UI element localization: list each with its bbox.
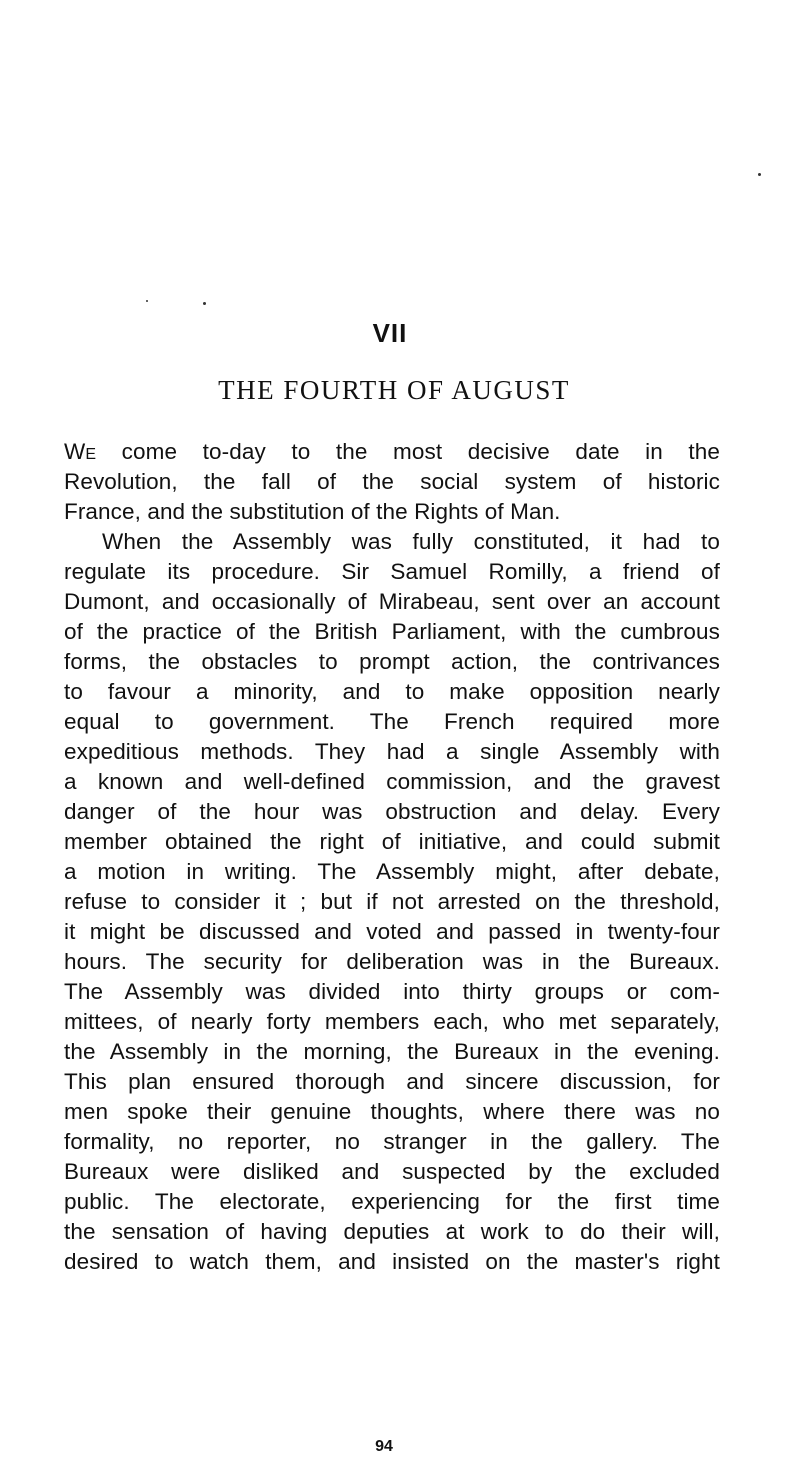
- text-line: mittees, of nearly forty members each, who met separately,: [64, 1009, 720, 1034]
- text-line: The Assembly was divided into thirty groups or com-: [64, 979, 720, 1004]
- text-line: [64, 437, 720, 467]
- text-line: Revolution, the fall of the social system of historic: [64, 469, 720, 494]
- text-line: France, and the substitution of the Rights of Man.: [64, 499, 561, 524]
- text-line: a motion in writing. The Assembly might, after debate,: [64, 859, 720, 884]
- text-line: desired to watch them, and insisted on the master's right: [64, 1249, 720, 1274]
- scan-speck: [758, 173, 761, 176]
- text-line: equal to government. The French required more: [64, 709, 720, 734]
- text-line: hours. The security for deliberation was in the Bureaux.: [64, 949, 720, 974]
- text-line: to favour a minority, and to make opposition nearly: [64, 679, 720, 704]
- page-number: 94: [375, 1438, 393, 1455]
- scan-speck: [146, 300, 148, 302]
- text-line: forms, the obstacles to prompt action, the contrivances: [64, 649, 720, 674]
- text-line: This plan ensured thorough and sincere discussion, for: [64, 1069, 720, 1094]
- text-line: the Assembly in the morning, the Bureaux in the evening.: [64, 1039, 720, 1064]
- text-line: of the practice of the British Parliament, with the cumbrous: [64, 619, 720, 644]
- text-line: men spoke their genuine thoughts, where there was no: [64, 1099, 720, 1124]
- dropcap-word: We: [64, 439, 97, 464]
- chapter-number: VII: [372, 318, 408, 348]
- body-text: [64, 437, 720, 1277]
- text-line: expeditious methods. They had a single Assembly with: [64, 739, 720, 764]
- text-line: it might be discussed and voted and passed in twenty-four: [64, 919, 720, 944]
- text-line: the sensation of having deputies at work to do their will,: [64, 1219, 720, 1244]
- text-line: formality, no reporter, no stranger in the gallery. The: [64, 1129, 720, 1154]
- text-line: member obtained the right of initiative, and could submit: [64, 829, 720, 854]
- text-line: regulate its procedure. Sir Samuel Romilly, a friend of: [64, 559, 720, 584]
- text-line: Dumont, and occasionally of Mirabeau, sent over an account: [64, 589, 720, 614]
- text-line: Bureaux were disliked and suspected by the excluded: [64, 1159, 720, 1184]
- chapter-title: THE FOURTH OF AUGUST: [218, 375, 570, 405]
- text-line: refuse to consider it ; but if not arrested on the threshold,: [64, 889, 720, 914]
- text-line: public. The electorate, experiencing for the first time: [64, 1189, 720, 1214]
- line-rest: come to-day to the most decisive date in the: [96, 439, 720, 464]
- text-line: When the Assembly was fully constituted, it had to: [102, 529, 720, 554]
- text-line: a known and well-defined commission, and the gravest: [64, 769, 720, 794]
- scan-speck: [203, 302, 206, 305]
- text-line: danger of the hour was obstruction and delay. Every: [64, 799, 720, 824]
